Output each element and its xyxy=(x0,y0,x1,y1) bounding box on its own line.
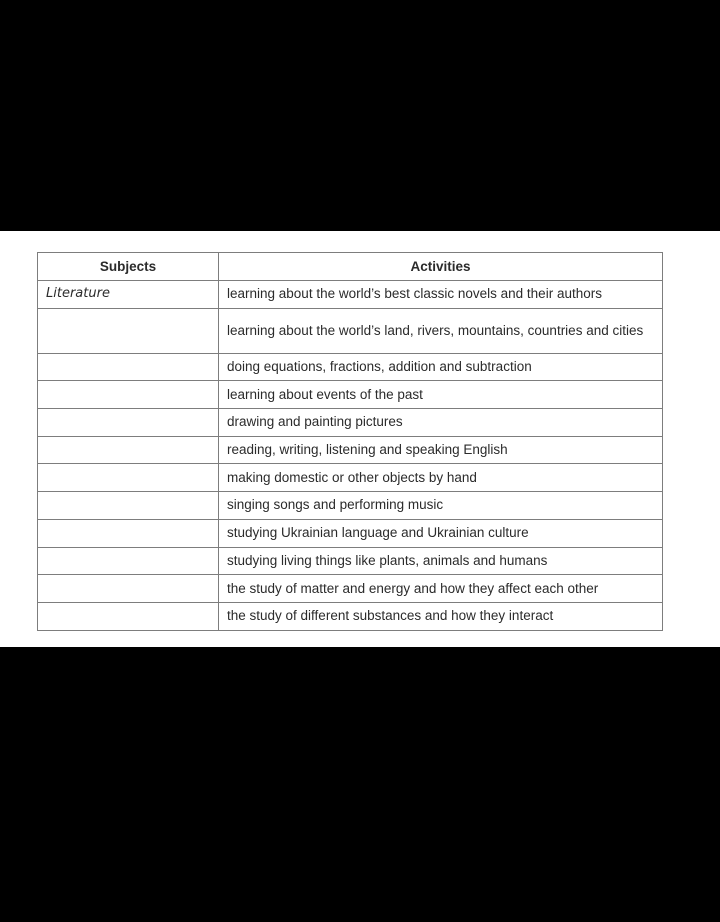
worksheet-page xyxy=(0,231,720,647)
subject-cell[interactable] xyxy=(38,575,219,603)
table-row xyxy=(38,602,663,630)
subject-cell[interactable] xyxy=(38,381,219,409)
activity-cell: making domestic or other objects by hand xyxy=(219,464,663,492)
table-row xyxy=(38,281,663,309)
table-row xyxy=(38,575,663,603)
table-row xyxy=(38,519,663,547)
table-row xyxy=(38,353,663,381)
subject-cell[interactable] xyxy=(38,464,219,492)
table-row xyxy=(38,381,663,409)
table-row xyxy=(38,464,663,492)
subject-cell[interactable] xyxy=(38,547,219,575)
subject-cell[interactable] xyxy=(38,492,219,520)
subject-cell[interactable]: Literature xyxy=(38,281,219,309)
activity-cell: singing songs and performing music xyxy=(219,492,663,520)
activity-cell: doing equations, fractions, addition and subtraction xyxy=(219,353,663,381)
activity-cell: the study of matter and energy and how they affect each other xyxy=(219,575,663,603)
activity-cell: drawing and painting pictures xyxy=(219,409,663,437)
subject-cell[interactable] xyxy=(38,308,219,353)
activity-cell: studying Ukrainian language and Ukrainian culture xyxy=(219,519,663,547)
subject-cell[interactable] xyxy=(38,409,219,437)
activities-column-header: Activities xyxy=(219,253,663,281)
table-row xyxy=(38,308,663,353)
table-header-row xyxy=(38,253,663,281)
subject-cell[interactable] xyxy=(38,353,219,381)
activity-cell: learning about the world’s best classic novels and their authors xyxy=(219,281,663,309)
subjects-column-header: Subjects xyxy=(38,253,219,281)
table-row xyxy=(38,409,663,437)
activity-cell: learning about the world’s land, rivers, mountains, countries and cities xyxy=(219,308,663,353)
activity-cell: learning about events of the past xyxy=(219,381,663,409)
activity-cell: studying living things like plants, animals and humans xyxy=(219,547,663,575)
table-row xyxy=(38,436,663,464)
subject-cell[interactable] xyxy=(38,602,219,630)
table-row xyxy=(38,492,663,520)
table-row xyxy=(38,547,663,575)
subject-cell[interactable] xyxy=(38,519,219,547)
activity-cell: reading, writing, listening and speaking English xyxy=(219,436,663,464)
activity-cell: the study of different substances and how they interact xyxy=(219,602,663,630)
subject-cell[interactable] xyxy=(38,436,219,464)
subjects-activities-table xyxy=(37,252,663,631)
